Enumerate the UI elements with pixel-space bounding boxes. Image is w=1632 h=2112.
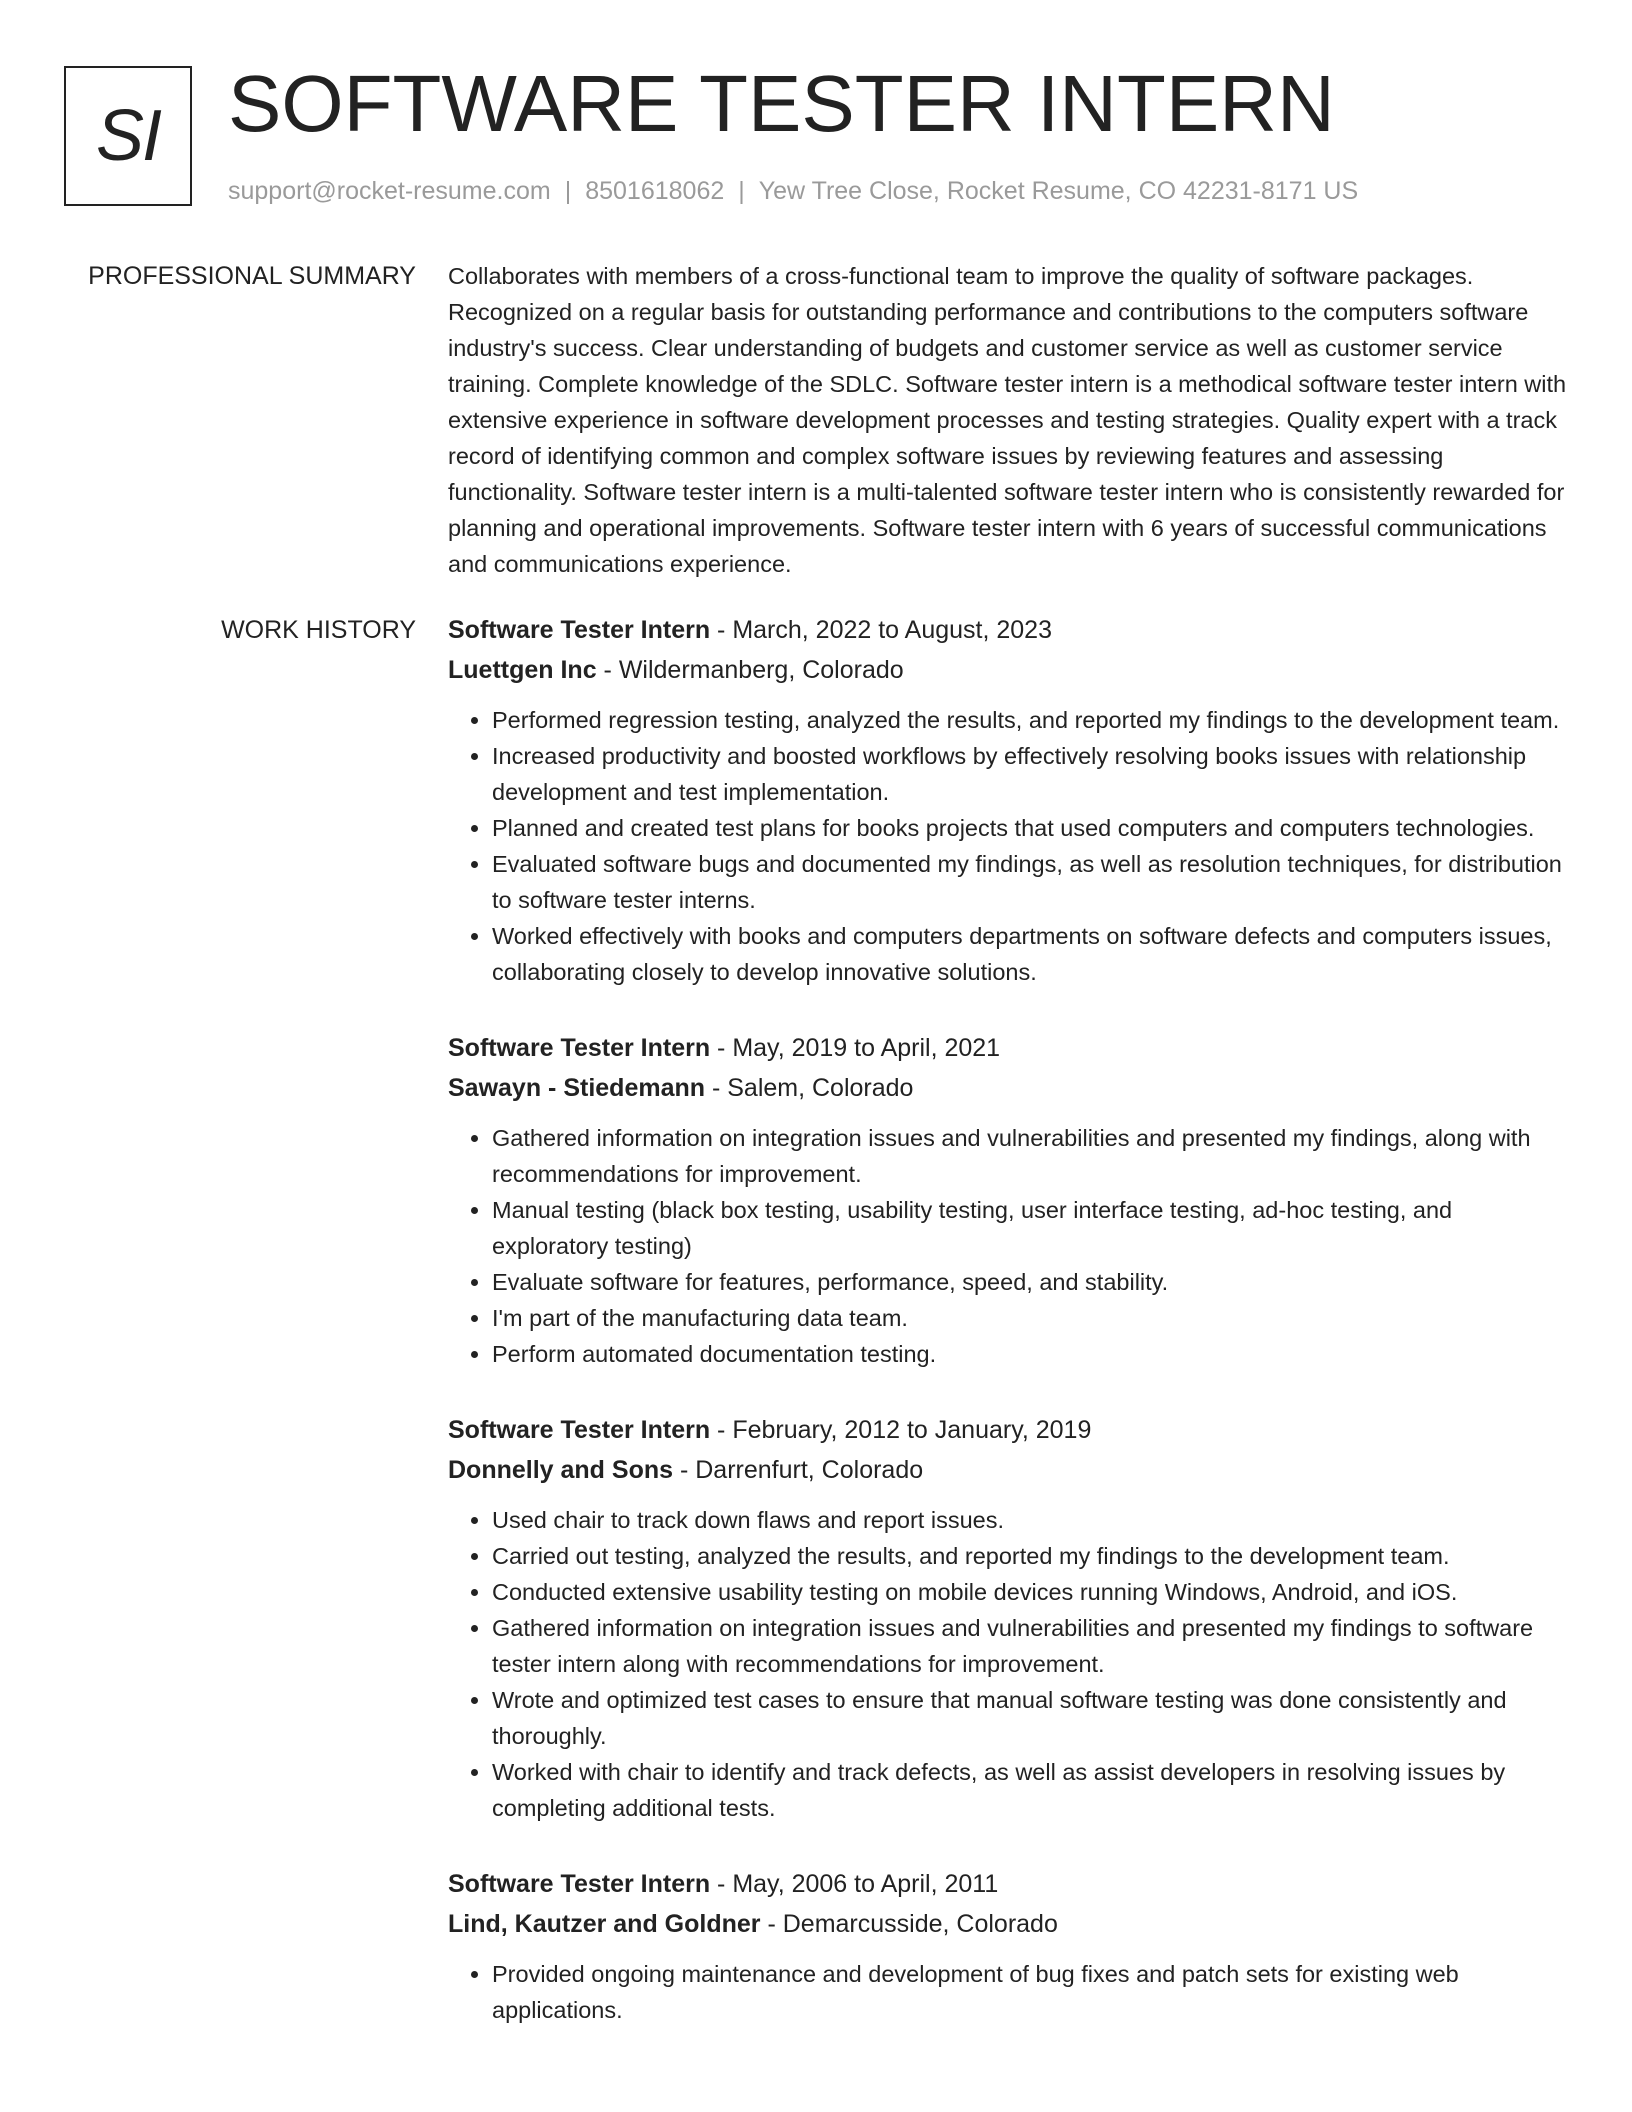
- job-bullet: • I'm part of the manufacturing data team.: [492, 1300, 1572, 1336]
- job-bullet: • Conducted extensive usability testing on mobile devices running Windows, Android, and iOS.: [492, 1574, 1572, 1610]
- job-bullet: • Provided ongoing maintenance and development of bug fixes and patch sets for existing web applications.: [492, 1956, 1572, 2028]
- job-bullet: • Worked effectively with books and computers departments on software defects and computers issues, collaborating closely to develop innovative solutions.: [492, 918, 1572, 990]
- job-bullets: [448, 702, 1572, 990]
- contact-separator: |: [564, 177, 572, 205]
- job-bullet: • Carried out testing, analyzed the results, and reported my findings to the development team.: [492, 1538, 1572, 1574]
- job-bullet: • Used chair to track down flaws and report issues.: [492, 1502, 1572, 1538]
- job-location: - Demarcusside, Colorado: [760, 1910, 1058, 1938]
- job-bullet: • Worked with chair to identify and track defects, as well as assist developers in resolving issues by completing additional tests.: [492, 1754, 1572, 1826]
- job-bullet: • Manual testing (black box testing, usability testing, user interface testing, ad-hoc testing, and exploratory testing): [492, 1192, 1572, 1264]
- job-location: - Wildermanberg, Colorado: [596, 656, 904, 684]
- job-title: Software Tester Intern: [448, 1034, 711, 1062]
- summary-text: Collaborates with members of a cross-functional team to improve the quality of software packages. Recognized on a regular basis for outstanding performance and contributions to the computers software industry's success. Clear understanding of budgets and customer service as well as customer service training. Complete knowledge of the SDLC. Software tester intern is a methodical software tester intern with extensive experience in software development processes and testing strategies. Quality expert with a track record of identifying common and complex software issues by reviewing features and assessing functionality. Software tester intern is a multi-talented software tester intern who is consistently rewarded for planning and operational improvements. Software tester intern with 6 years of successful communications and communications experience.: [448, 263, 1567, 577]
- job-title: Software Tester Intern: [448, 1870, 711, 1898]
- work-history-heading: WORK HISTORY: [221, 616, 416, 644]
- job-bullet: • Evaluate software for features, performance, speed, and stability.: [492, 1264, 1572, 1300]
- resume-title: SOFTWARE TESTER INTERN: [228, 59, 1335, 148]
- contact-line: [228, 176, 1358, 206]
- job-title-line: [448, 610, 1572, 650]
- job-dates: - May, 2019 to April, 2021: [710, 1034, 1001, 1062]
- monogram-badge: [64, 66, 192, 206]
- job-company: Sawayn - Stiedemann: [448, 1074, 706, 1102]
- job-company: Lind, Kautzer and Goldner: [448, 1910, 761, 1938]
- job-bullets: [448, 1956, 1572, 2028]
- job-title-line: [448, 1028, 1572, 1068]
- contact-phone[interactable]: 8501618062: [585, 177, 725, 205]
- job-bullets: [448, 1502, 1572, 1826]
- job-bullet: • Perform automated documentation testing.: [492, 1336, 1572, 1372]
- job-title: Software Tester Intern: [448, 1416, 711, 1444]
- job-bullet: • Performed regression testing, analyzed the results, and reported my findings to the development team.: [492, 702, 1572, 738]
- contact-separator: |: [738, 177, 745, 205]
- job-entry: [448, 1028, 1572, 1372]
- job-company: Donnelly and Sons: [448, 1456, 674, 1484]
- job-location: - Darrenfurt, Colorado: [673, 1456, 924, 1484]
- job-location: - Salem, Colorado: [705, 1074, 914, 1102]
- job-bullets: [448, 1120, 1572, 1372]
- job-bullet: • Evaluated software bugs and documented my findings, as well as resolution techniques, for distribution to software tester interns.: [492, 846, 1572, 918]
- job-entry: [448, 1864, 1572, 2028]
- job-title-line: [448, 1864, 1572, 1904]
- contact-address: Yew Tree Close, Rocket Resume, CO 42231-8171 US: [758, 177, 1359, 205]
- job-company-line: [448, 650, 1572, 690]
- job-dates: - March, 2022 to August, 2023: [710, 616, 1052, 644]
- contact-email[interactable]: support@rocket-resume.com: [228, 177, 551, 205]
- job-bullet: • Wrote and optimized test cases to ensure that manual software testing was done consistently and thoroughly.: [492, 1682, 1572, 1754]
- job-bullet: • Gathered information on integration issues and vulnerabilities and presented my findings, along with recommendations for improvement.: [492, 1120, 1572, 1192]
- job-entry: [448, 1410, 1572, 1826]
- job-entry: [448, 610, 1572, 990]
- job-company-line: [448, 1068, 1572, 1108]
- job-company-line: [448, 1904, 1572, 1944]
- job-title: Software Tester Intern: [448, 616, 711, 644]
- job-title-line: [448, 1410, 1572, 1450]
- summary-heading: PROFESSIONAL SUMMARY: [88, 262, 416, 290]
- job-company: Luettgen Inc: [448, 656, 597, 684]
- work-history-body: [448, 610, 1572, 2066]
- job-dates: - February, 2012 to January, 2019: [710, 1416, 1092, 1444]
- job-bullet: • Gathered information on integration issues and vulnerabilities and presented my findings to software tester intern along with recommendations for improvement.: [492, 1610, 1572, 1682]
- summary-body: [448, 258, 1572, 582]
- job-dates: - May, 2006 to April, 2011: [710, 1870, 999, 1898]
- job-bullet: • Planned and created test plans for books projects that used computers and computers technologies.: [492, 810, 1572, 846]
- monogram-initials: SI: [95, 96, 161, 176]
- job-company-line: [448, 1450, 1572, 1490]
- job-bullet: • Increased productivity and boosted workflows by effectively resolving books issues with relationship development and test implementation.: [492, 738, 1572, 810]
